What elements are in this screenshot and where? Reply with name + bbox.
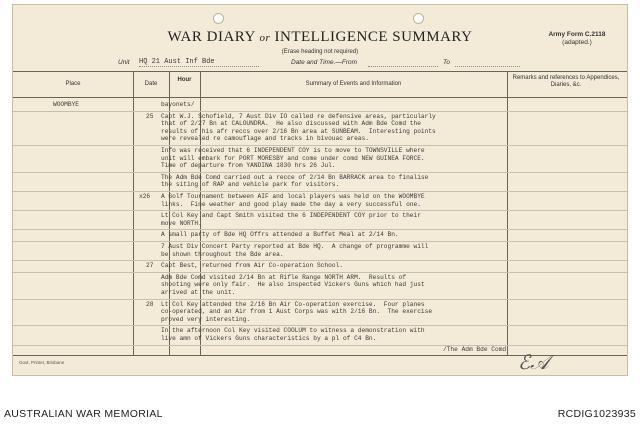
- column-divider: [507, 71, 508, 355]
- entry-text-line: move NORTH.: [161, 219, 202, 227]
- entry-text-line: The Adm Bde Comd carried out a recce of 2/14 Bn BARRACK area to finalise: [161, 173, 429, 181]
- column-header-summary: Summary of Events and Information: [305, 81, 402, 87]
- column-header-hour: Hour: [177, 77, 192, 83]
- initials-signature: ℰ𝒜: [518, 350, 550, 374]
- entry-text-line: be shown throughout the Bde area.: [161, 250, 284, 258]
- unit-value: HQ 21 Aust Inf Bde: [139, 58, 259, 67]
- entry-text-line: Info was received that 6 INDEPENDENT COY is to move to TOWNSVILLE where: [161, 147, 425, 154]
- entry-date: 25: [146, 112, 154, 120]
- signature-line: /The Adm Bde Comd: [443, 346, 507, 353]
- column-header-date: Date: [144, 81, 158, 87]
- entry-text-line: arrived at the unit.: [161, 289, 236, 296]
- entry-text-line: Adm Bde Comd visited 2/14 Bn at Rifle Range NORTH ARM. Results of: [161, 273, 407, 281]
- entry-date: 28: [146, 300, 154, 308]
- to-label: To: [443, 59, 450, 66]
- column-header-remarks: Remarks and references to Appendices, Diaries, &c.: [512, 75, 620, 88]
- entry-divider: [13, 172, 627, 173]
- table-top-rule: [13, 71, 627, 72]
- printer-imprint: Govt. Printer, Brisbane: [19, 360, 65, 365]
- entry-text-line: Capt W.J. Schofield, 7 Aust Div IO called re defensive areas, particularly: [161, 112, 436, 120]
- entry-divider: [13, 111, 627, 112]
- army-form-number: Army Form C.2118 (adapted.): [548, 31, 606, 46]
- entry-place: WOOMBYE: [53, 101, 79, 108]
- entry-text-line: the siting of RAP and vehicle park for visitors.: [161, 181, 340, 189]
- punch-hole: [213, 13, 224, 24]
- page-subtitle: (Erase heading not required): [281, 49, 359, 55]
- entry-text-line: unit will embark for PORT MORESBY and come under comd NEW GUINEA FORCE.: [161, 154, 425, 162]
- entry-divider: [13, 210, 627, 211]
- entry-divider: [13, 191, 627, 192]
- entry-text-line: A Golf Tournament between AIF and local players was held on the WOOMBYE: [161, 193, 425, 200]
- entry-hour: x26: [139, 193, 151, 200]
- date-field: [368, 66, 438, 67]
- footer-credit: AUSTRALIAN WAR MEMORIAL: [4, 408, 163, 420]
- entry-text-line: proved very interesting.: [161, 315, 251, 323]
- entry-text-line: Capt Best, returned from Air Co-operation School.: [161, 262, 343, 270]
- date-label: Date and Time.—From: [291, 59, 358, 66]
- entry-text-line: links. Fine weather and good play made the day a very successful one.: [161, 200, 421, 208]
- entry-divider: [13, 241, 627, 242]
- entry-text-line: live amn of Vickers Guns characteristics by a pl of C4 Bn.: [161, 335, 377, 342]
- entry-text-line: shooting were only fair. He also inspected Vickers Guns which had just: [161, 281, 425, 289]
- entry-text-line: In the afternoon Col Key visited COOLUM to witness a demonstration with: [161, 327, 425, 335]
- entry-date: 27: [146, 262, 154, 270]
- entry-text-line: Time of departure from YANDINA 1830 hrs 26 Jul.: [161, 162, 336, 170]
- unit-label: Unit: [118, 59, 130, 66]
- entry-divider: [13, 345, 627, 346]
- entry-text-line: bayonets/: [161, 101, 195, 108]
- entry-text-line: Lt Col Key attended the 2/16 Bn Air Co-operation exercise. Four planes: [161, 300, 425, 308]
- to-field: [455, 66, 520, 67]
- entry-divider: [13, 260, 627, 261]
- entry-divider: [13, 229, 627, 230]
- entry-divider: [13, 299, 627, 300]
- war-diary-sheet: [12, 4, 628, 376]
- entry-text-line: A small party of Bde HQ Offrs attended a Buffet Meal at 2/14 Bn.: [161, 231, 399, 239]
- entry-text-line: were revealed re camouflage and tracks in bivouac areas.: [161, 135, 369, 143]
- entry-divider: [13, 272, 627, 273]
- entry-text-line: 7 Aust Div Concert Party reported at Bde HQ. A change of programme will: [161, 243, 429, 250]
- punch-hole: [413, 13, 424, 24]
- column-divider: [133, 71, 134, 355]
- column-header-place: Place: [65, 81, 81, 87]
- entry-text-line: that of 2/27 Bn at CALOUNDRA. He also discussed with Adm Bde Comd the: [161, 120, 421, 128]
- table-header-rule: [13, 97, 627, 98]
- entry-text-line: Lt Col Key and Capt Smith visited the 6 INDEPENDENT COY prior to their: [161, 212, 421, 220]
- entry-text-line: results of his afr reccs over 2/16 Bn area at SUNBEAM. Interesting points: [161, 127, 436, 135]
- footer-reference: RCDIG1023935: [557, 408, 636, 420]
- entry-divider: [13, 325, 627, 326]
- entry-divider: [13, 145, 627, 146]
- entry-text-line: co-operated, and an Air from 1 Aust Corps was with 2/16 Bn. The exercise: [161, 308, 433, 316]
- page-title: WAR DIARY or INTELLIGENCE SUMMARY: [167, 29, 473, 45]
